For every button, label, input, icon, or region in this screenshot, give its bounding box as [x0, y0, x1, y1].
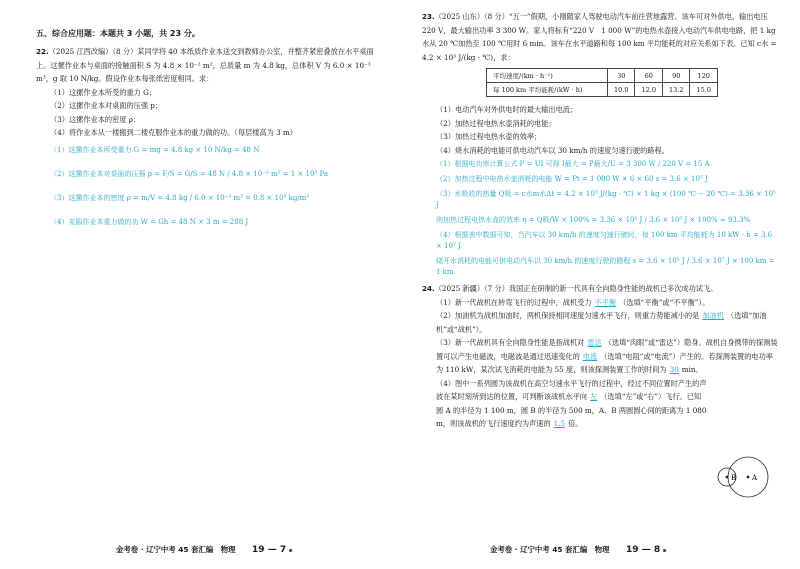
table-cell: 10.0 — [608, 83, 635, 97]
sound-wave-figure — [700, 455, 778, 499]
section-title: 五、综合应用题：本题共 3 小题，共 23 分。 — [36, 29, 200, 38]
answer-line: （1）这摞作业本所受重力 G = mg = 4.8 kg × 10 N/kg = 48 N — [50, 145, 260, 154]
question-part: （2）这摞作业本对桌面的压强 p； — [50, 101, 163, 110]
table-cell: 120 — [690, 69, 717, 83]
center-b — [726, 476, 729, 479]
page-footer — [116, 544, 292, 555]
question-22 — [36, 45, 380, 228]
table-cell: 12.0 — [635, 83, 662, 97]
table-header: 每 100 km 平均能耗/(kW · h) — [487, 83, 608, 97]
answer-line: （3）这摞作业本的密度 ρ = m/V = 4.8 kg / 6.0 × 10⁻³ m³ = 0.8 × 10³ kg/m³ — [50, 193, 310, 202]
answer-line: （4）根据表中数据可知，当汽车以 30 km/h 的速度匀速行驶时，每 100 km 平均能耗为 10 kW · h = 3.6 × 10⁷ J — [436, 231, 773, 250]
logo-icon: ▣ — [288, 547, 293, 553]
question-part: （2）加热过程电热水壶消耗的电能； — [436, 118, 556, 128]
label-a: A — [752, 474, 758, 482]
data-table — [486, 68, 718, 97]
logo-icon: ▣ — [662, 547, 667, 553]
question-part: （1）新一代战机在转弯飞行的过程中，战机受力 不平衡 （选填“平衡”或“不平衡”）。 — [436, 297, 710, 307]
answer-blank: 雷达 — [587, 338, 602, 347]
table-cell: 30 — [608, 69, 635, 83]
question-part: （2）加油机为战机加油时，两机保持相同速度匀速水平飞行，则重力势能减小的是 加油机 （选填“加油机”或“战机”）。 — [436, 311, 767, 334]
question-23 — [422, 10, 778, 278]
answer-blank: 不平衡 — [594, 297, 617, 307]
table-row — [487, 83, 718, 97]
footer-text: 金考卷 · 辽宁中考 45 套汇编 物理 — [490, 545, 610, 554]
question-part: （1）电动汽车对外供电时的最大输出电流； — [436, 105, 578, 114]
question-part: （3）这摞作业本的密度 ρ； — [50, 114, 141, 124]
question-number: 23. — [422, 12, 435, 21]
answer-line: 则加热过程电热水壶的效率 η = Q吸/W × 100% = 3.36 × 10⁵ J / 3.6 × 10⁵ J × 100% ≈ 93.3% — [436, 216, 751, 224]
question-stem: （2025 山东）（8 分）“五一”假期，小刚随家人驾驶电动汽车前往营地露营。该车可对外供电，输出电压 220 V，最大输出功率 3 300 W。家人将标有“220 V 1 000 W”的电热水壶接入电动汽车供电电路，把 1 kg 水从 20 ℃加热至 100 ℃用时 6 min。该车在水平道路和每 100 km 平均能耗的对应关系如下表。已知 c水 = 4.2 × 10³ J/(kg · ℃)，求： — [422, 12, 777, 62]
page-number: 19 — 8 — [626, 545, 661, 555]
page-footer — [490, 544, 666, 555]
answer-line: （1）根据电功率计算公式 P = UI 可得 I最大 = P最大/U = 3 300 W / 220 V = 15 A — [436, 160, 710, 168]
question-number: 22. — [36, 47, 49, 56]
answer-blank: 电流 — [582, 351, 598, 361]
table-cell: 13.2 — [662, 83, 689, 97]
answer-block — [436, 159, 778, 278]
table-header: 平均速度/(km · h⁻¹) — [487, 69, 608, 83]
question-part: （4）图中一系列圆为该战机在高空匀速水平飞行的过程中，经过不同位置时产生的声波在某时刻所到达的位置，可判断该战机水平向 左 （选填“左”或“右”）飞行。已知圆 A 的半径为 1 100 m，圆 B 的半径为 500 m，A、B 两圆圆心间的距离为 1 080 m，则该战机的飞行速度约为声速的 1.5 倍。 — [436, 378, 707, 428]
question-part: （3）加热过程电热水壶的效率； — [436, 132, 542, 141]
question-stem: （2025 江西改编）（8 分）某同学将 40 本纸质作业本送交到教师办公室，并整齐紧密叠放在水平桌面上。这摞作业本与桌面的接触面积 S 为 4.8 × 10⁻² m²，总质量 m 为 4.8 kg，总体积 V 为 6.0 × 10⁻³ m³，g 取 10 N/kg。假设作业本每张纸密度相同。求： — [36, 47, 374, 83]
answer-line: （3）水吸收的热量 Q吸 = c水m水Δt = 4.2 × 10³ J/(kg · ℃) × 1 kg × (100 ℃ − 20 ℃) = 3.36 × 10⁵ J — [436, 190, 776, 209]
answer-line: 烧开水消耗的电能可供电动汽车以 30 km/h 的速度行驶的路程 s = 3.6 × 10⁵ J / 3.6 × 10⁷ J × 100 km = 1 km — [436, 257, 775, 276]
footer-text: 金考卷 · 辽宁中考 45 套汇编 物理 — [116, 545, 236, 554]
question-part: （3）新一代战机具有全向隐身性能是指战机对 雷达 （选填“肉眼”或“雷达”）隐身。战机自身携带的探测装置可以产生电磁波，电磁波是通过迅速变化的 电流 （选填“电阻”或“电流”）产生的。若探测装置的电功率为 110 kW，某次试飞消耗的电能为 55 度，则该探测装置工作的时间为 30 min。 — [436, 338, 778, 374]
table-cell: 15.0 — [690, 83, 717, 97]
question-part: （4）将作业本从一楼搬到二楼克服作业本的重力做的功。（每层楼高为 3 m） — [50, 128, 297, 137]
table-cell: 60 — [635, 69, 662, 83]
question-stem: （2025 新疆）（7 分）我国正在研制的新一代具有全向隐身性能的战机已多次成功试飞。 — [434, 284, 718, 293]
question-24 — [422, 282, 778, 431]
answer-blank: 左 — [589, 392, 598, 401]
answer-line: （2）这摞作业本对桌面的压强 p = F/S = G/S = 48 N / 4.8 × 10⁻² m² = 1 × 10³ Pa — [50, 169, 329, 178]
table-cell: 90 — [662, 69, 689, 83]
right-page — [400, 0, 800, 569]
table-row — [487, 69, 718, 83]
label-b: B — [731, 474, 737, 482]
question-part: （1）这摞作业本所受的重力 G； — [50, 87, 157, 97]
answer-blank: 加油机 — [702, 311, 724, 320]
question-number: 24. — [422, 284, 435, 293]
answer-line: （4）克服作业本重力做的功 W = Gh = 48 N × 3 m = 288 J — [50, 217, 249, 226]
question-part: （4）烧水消耗的电能可供电动汽车以 30 km/h 的速度匀速行驶的路程。 — [436, 145, 669, 155]
page-number: 19 — 7 — [252, 545, 287, 555]
center-a — [747, 476, 750, 479]
answer-block — [50, 144, 380, 228]
answer-blank: 30 — [669, 365, 679, 374]
answer-line: （2）加热过程中电热水壶消耗的电能 W = Pt = 1 000 W × 6 × 60 s = 3.6 × 10⁵ J — [436, 175, 708, 183]
answer-blank: 1.5 — [553, 419, 566, 428]
